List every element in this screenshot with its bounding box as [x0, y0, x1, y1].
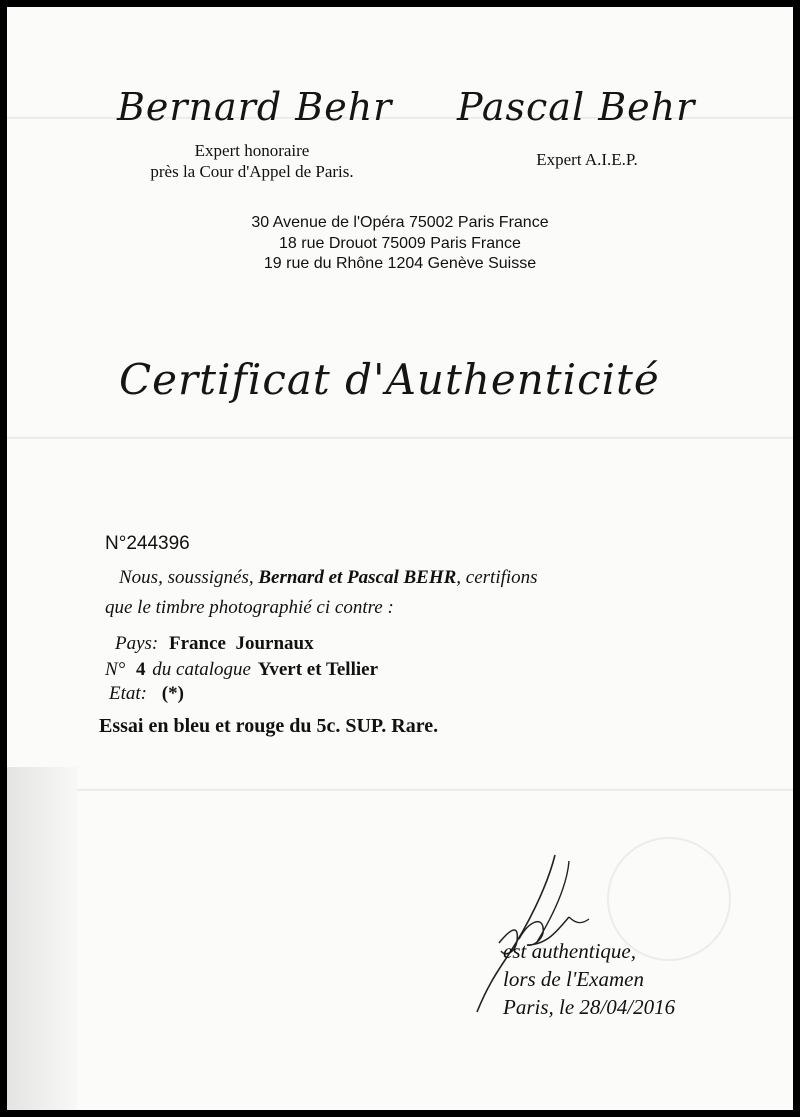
number-value: 4	[136, 659, 146, 680]
country-row	[115, 633, 314, 655]
address-line: 19 rue du Rhône 1204 Genève Suisse	[263, 255, 537, 272]
expert-title-left	[107, 140, 397, 182]
stamp-description: Essai en bleu et rouge du 5c. SUP. Rare.	[99, 715, 439, 737]
fold-line	[7, 789, 793, 791]
state-value: (*)	[161, 683, 184, 704]
number-label: N°	[105, 659, 126, 680]
intro-line-1	[119, 567, 538, 589]
catalogue-value: Yvert et Tellier	[257, 659, 379, 680]
certificate-sheet	[7, 7, 793, 1110]
certificate-title: Certificat d'Authenticité	[119, 355, 660, 404]
state-row	[109, 683, 184, 705]
closing-line-1: est authentique,	[503, 939, 636, 963]
closing-block	[503, 937, 675, 1021]
country-label: Pays:	[115, 633, 159, 654]
paper-shadow	[7, 767, 77, 1110]
expert-title-right: Expert A.I.E.P.	[536, 150, 638, 169]
expert-title-left-line1: Expert honoraire	[194, 141, 310, 160]
intro-line-2-text: que le timbre photographié ci contre :	[105, 597, 394, 618]
expert-title-left-line2: près la Cour d'Appel de Paris.	[150, 162, 354, 181]
certificate-number: N°244396	[105, 533, 190, 554]
intro-names: Bernard et Pascal BEHR	[258, 567, 457, 588]
closing-line-3: Paris, le 28/04/2016	[503, 995, 676, 1019]
expert-name-right: Pascal Behr	[457, 85, 696, 129]
state-label: Etat:	[109, 683, 147, 704]
closing-line-2: lors de l'Examen	[503, 967, 644, 991]
intro-line-2	[105, 597, 394, 619]
intro-suffix: , certifions	[456, 567, 538, 588]
fold-line	[7, 437, 793, 439]
address-block	[7, 213, 793, 275]
address-line: 30 Avenue de l'Opéra 75002 Paris France	[251, 214, 549, 231]
intro-prefix: Nous, soussignés,	[119, 567, 254, 588]
expert-name-left: Bernard Behr	[117, 85, 393, 129]
catalogue-row	[105, 659, 378, 681]
country-value: France Journaux	[169, 633, 314, 654]
catalogue-label: du catalogue	[152, 659, 251, 680]
address-line: 18 rue Drouot 75009 Paris France	[279, 234, 521, 252]
